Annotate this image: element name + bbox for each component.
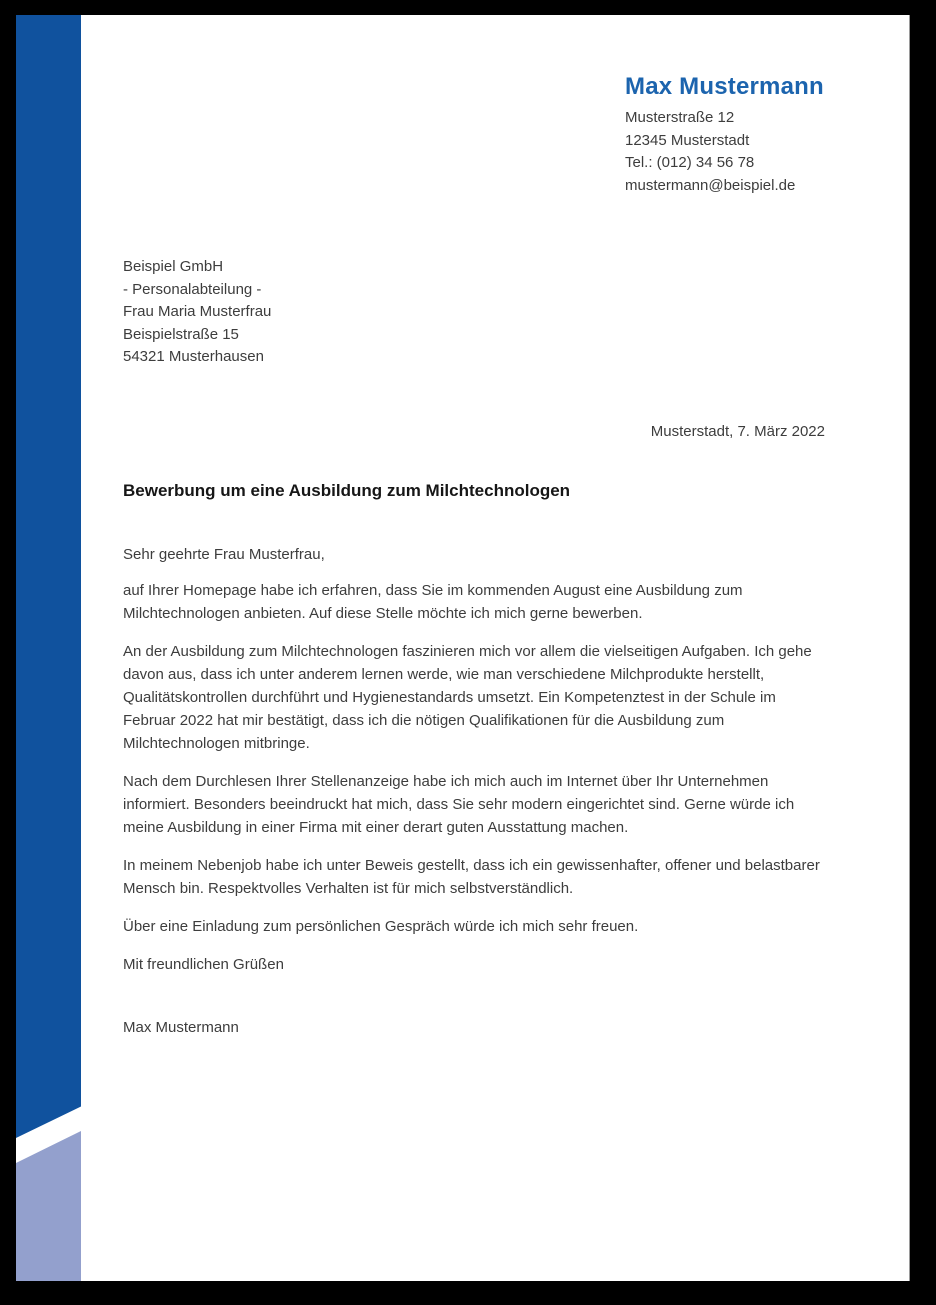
decorative-stripe-light: [16, 1131, 81, 1281]
recipient-contact-person: Frau Maria Musterfrau: [123, 303, 272, 320]
paragraph-2: An der Ausbildung zum Milchtechnologen faszinieren mich vor allem die vielseitigen Aufgaben. Ich gehe davon aus, dass ich unter anderem lernen werde, wie man verschiedene Milchprodukte herstellt, Qualitätskontrollen durchführt und Hygienestandards umsetzt. Ein Kompetenztest in der Schule im Februar 2022 hat mir bestätigt, dass ich die nötigen Qualifikationen für die Ausbildung zum Milchtechnologen mitbringe.: [123, 643, 812, 752]
paragraph-5: Über eine Einladung zum persönlichen Gespräch würde ich mich sehr freuen.: [123, 918, 639, 935]
letter-page: [16, 15, 910, 1281]
sender-street: Musterstraße 12: [625, 109, 735, 126]
recipient-company: Beispiel GmbH: [123, 258, 224, 275]
date-line: Musterstadt, 7. März 2022: [650, 423, 825, 440]
subject-line: Bewerbung um eine Ausbildung zum Milchtechnologen: [123, 481, 571, 500]
closing-formula: Mit freundlichen Grüßen: [123, 956, 284, 973]
paragraph-3: Nach dem Durchlesen Ihrer Stellenanzeige habe ich mich auch im Internet über Ihr Unternehmen informiert. Besonders beeindruckt hat mich, dass Sie sehr modern eingerichtet sind. Gerne würde ich meine Ausbildung in einer Firma mit einer derart guten Ausstattung machen.: [123, 773, 795, 836]
sender-block: [625, 71, 855, 197]
sender-email: mustermann@beispiel.de: [625, 176, 796, 194]
sender-city: 12345 Musterstadt: [625, 131, 750, 149]
paragraph-4: In meinem Nebenjob habe ich unter Beweis gestellt, dass ich ein gewissenhafter, offener und belastbarer Mensch bin. Respektvolles Verhalten ist für mich selbstverständlich.: [123, 857, 820, 897]
recipient-department: - Personalabteilung -: [123, 280, 262, 298]
decorative-stripe-dark: [16, 15, 81, 1138]
sender-name: Max Mustermann: [625, 73, 824, 100]
salutation: Sehr geehrte Frau Musterfrau,: [123, 546, 325, 563]
paragraph-1: auf Ihrer Homepage habe ich erfahren, dass Sie im kommenden August eine Ausbildung zum Milchtechnologen anbieten. Auf diese Stelle möchte ich mich gerne bewerben.: [123, 582, 743, 622]
recipient-street: Beispielstraße 15: [123, 325, 239, 343]
letter-body: [123, 543, 831, 1039]
recipient-city: 54321 Musterhausen: [123, 348, 264, 365]
recipient-block: [123, 256, 271, 369]
sender-phone: Tel.: (012) 34 56 78: [625, 154, 755, 172]
signature-name: Max Mustermann: [123, 1019, 239, 1036]
